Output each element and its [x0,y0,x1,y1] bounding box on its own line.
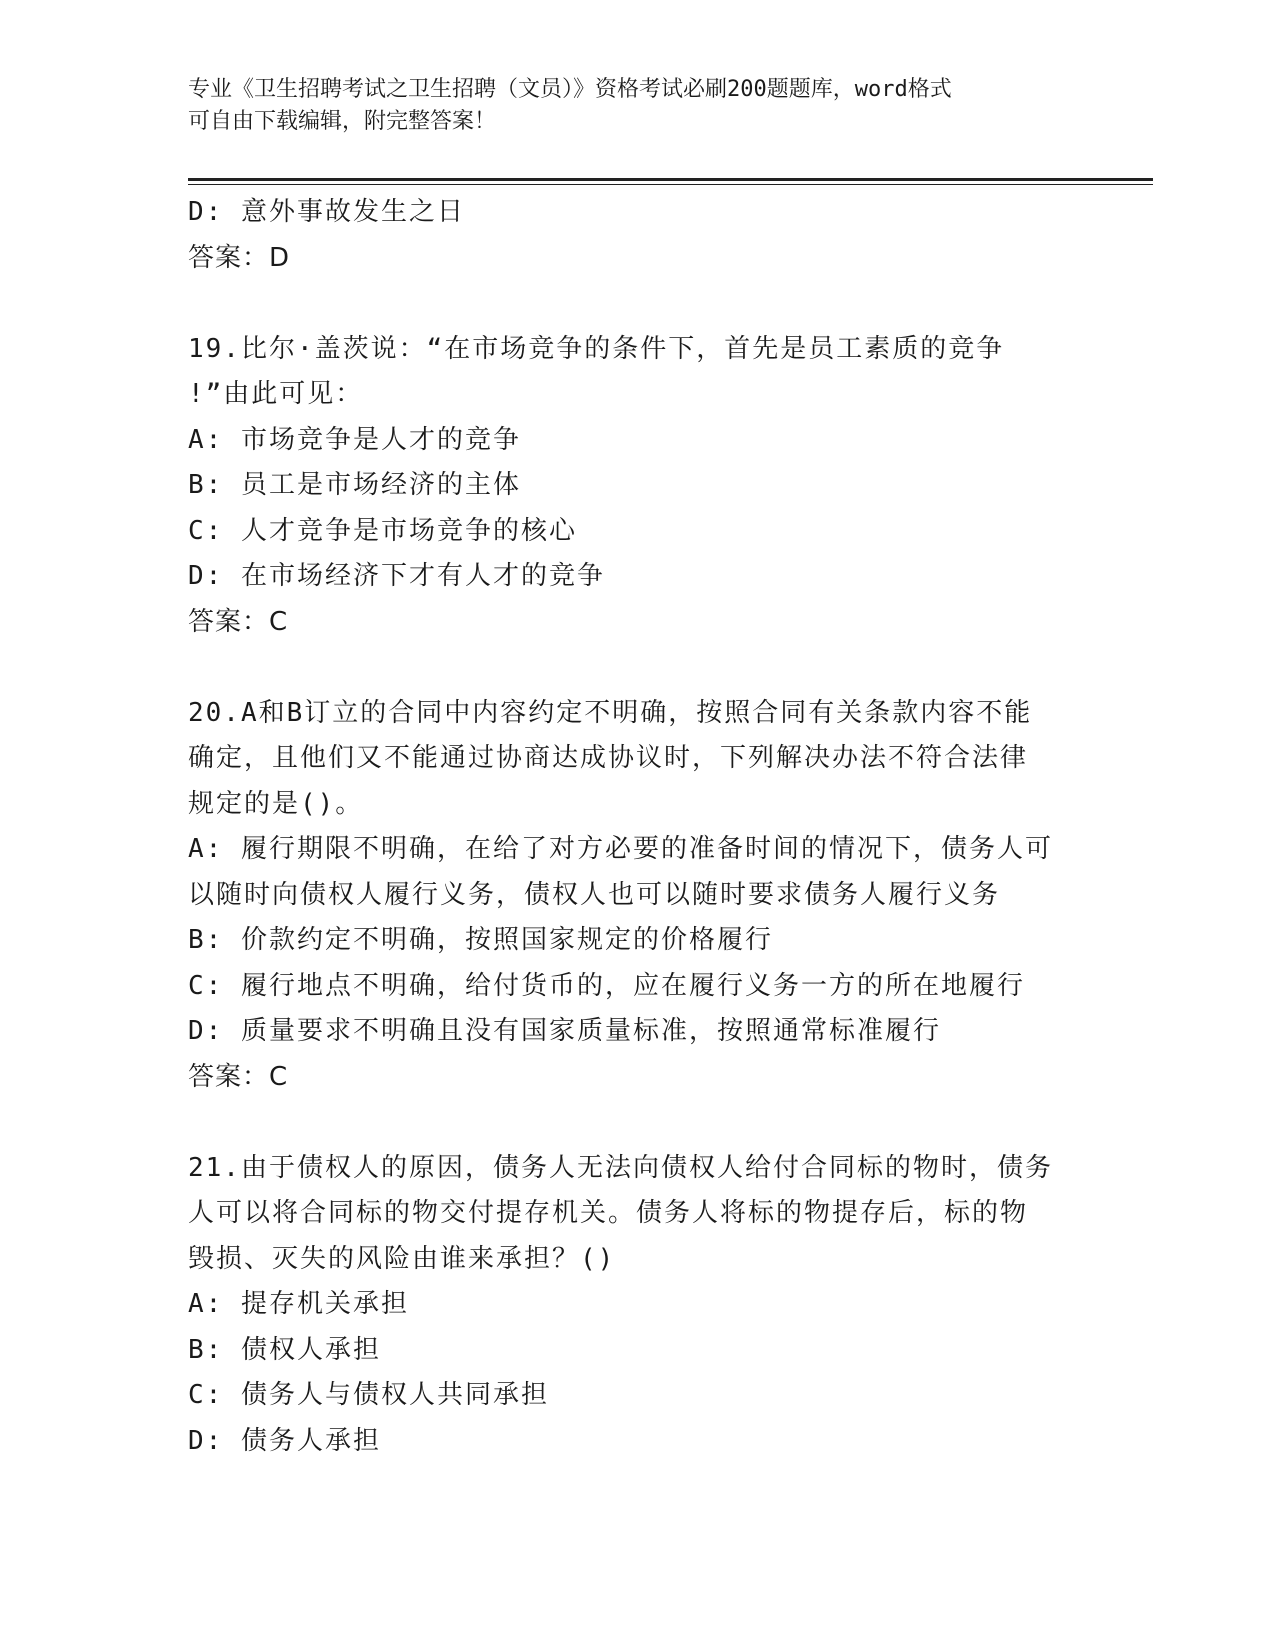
answer: 答案：C [188,606,289,637]
question-stem-line: 20.A和B订立的合同中内容约定不明确，按照合同有关条款内容不能 [188,697,1033,728]
option-b: B: 员工是市场经济的主体 [188,470,521,500]
question-stem-line: 21.由于债权人的原因，债务人无法向债权人给付合同标的物时，债务 [188,1152,1053,1183]
prev-question-tail [188,190,1078,281]
option-a: A: 履行期限不明确，在给了对方必要的准备时间的情况下，债务人可 [188,834,1053,864]
header-line-1: 专业《卫生招聘考试之卫生招聘（文员）》资格考试必刷200题题库，word格式 [188,77,952,102]
question-stem-line: 确定，且他们又不能通过协商达成协议时，下列解决办法不符合法律 [188,743,1029,773]
option-d: D: 质量要求不明确且没有国家质量标准，按照通常标准履行 [188,1016,941,1046]
option-a: A: 提存机关承担 [188,1289,409,1319]
option-d: D: 在市场经济下才有人才的竞争 [188,561,605,591]
question-stem-line: !”由此可见： [188,379,364,409]
option-c: C: 债务人与债权人共同承担 [188,1380,549,1410]
question-stem-line: 毁损、灭失的风险由谁来承担？() [188,1243,616,1274]
option-c: C: 履行地点不明确，给付货币的，应在履行义务一方的所在地履行 [188,970,1025,1001]
option-b: B: 债权人承担 [188,1334,381,1365]
option-a: A: 市场竞争是人才的竞争 [188,424,521,455]
page-header [188,74,1088,138]
header-line-2: 可自由下载编辑，附完整答案！ [188,109,497,134]
document-body [188,190,1078,1464]
option-a-continued: 以随时向债权人履行义务，债权人也可以随时要求债务人履行义务 [188,879,1001,910]
header-rule-thick [188,178,1153,181]
option-b: B: 价款约定不明确，按照国家规定的价格履行 [188,925,773,955]
question-stem-line: 人可以将合同标的物交付提存机关。债务人将标的物提存后，标的物 [188,1198,1029,1228]
option-d: D: 债务人承担 [188,1425,381,1456]
question-21 [188,1146,1078,1465]
question-20 [188,691,1078,1101]
answer: 答案：C [188,1061,289,1092]
question-stem-line: 19.比尔·盖茨说：“在市场竞争的条件下，首先是员工素质的竞争 [188,333,1005,364]
answer: 答案：D [188,242,291,273]
question-19 [188,327,1078,646]
header-rule-thin [188,184,1153,185]
question-stem-line: 规定的是()。 [188,788,364,819]
option-d: D: 意外事故发生之日 [188,197,465,227]
option-c: C: 人才竞争是市场竞争的核心 [188,515,577,546]
